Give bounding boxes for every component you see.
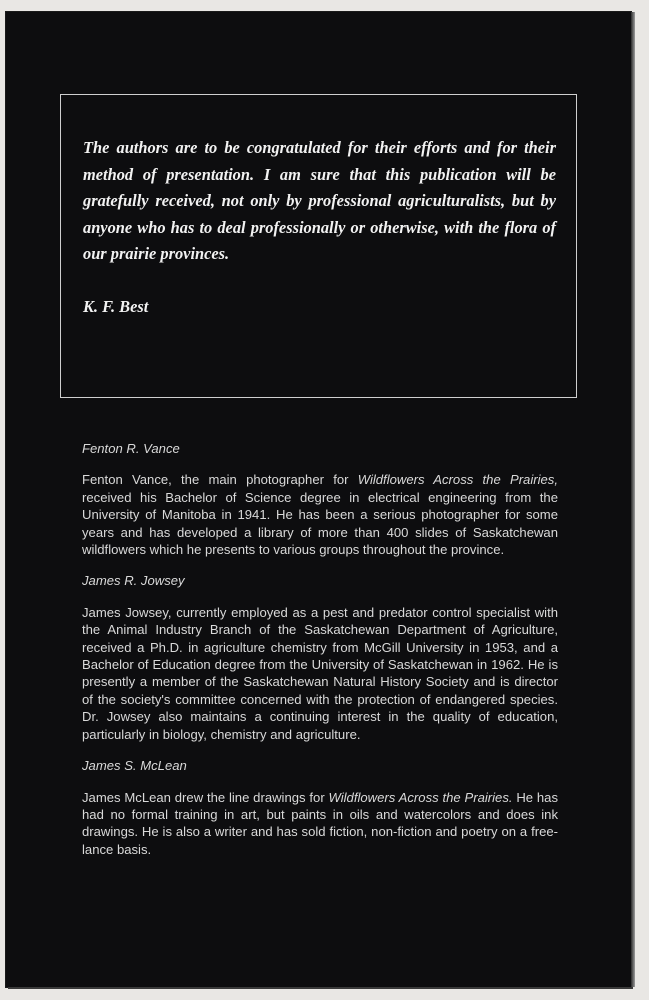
bio-name-mclean: James S. McLean	[82, 758, 187, 774]
bio-name-vance: Fenton R. Vance	[82, 441, 180, 456]
bio-text-part: received his Bachelor of Science degree in electrical engineering from the University of Manitoba in 1941. He has been a serious photographer for some years and has developed a library of more than 400 slides of Saskatchewan wildflowers which he presents to various groups throughout the province.	[82, 489, 558, 558]
endorsement-author: K. F. Best	[83, 296, 149, 316]
bio-text-jowsey: James Jowsey, currently employed as a pest and predator control specialist with the Animal Industry Branch of the Saskatchewan Department of Agriculture, received a Ph.D. in agriculture chemistry from McGill University in 1953, and a Bachelor of Education degree from the University of Saskatchewan in 1962. He is presently a member of the Saskatchewan Natural History Society and is director of the society's committee concerned with the protection of endangered species. Dr. Jowsey also maintains a continuing interest in the quality of education, particularly in biology, chemistry and agriculture.	[82, 604, 558, 742]
bio-text-part: Fenton Vance, the main photographer for	[82, 472, 358, 488]
bio-text-vance	[82, 471, 558, 558]
endorsement-quote: The authors are to be congratulated for their efforts and for their method of presentation. I am sure that this publication will be gratefully received, not only by professional agriculturalists, but by anyone who has to deal professionally or otherwise, with the flora of our prairie provinces.	[83, 138, 556, 264]
book-title: Wildflowers Across the Prairies,	[357, 472, 558, 488]
author-bios	[82, 440, 558, 872]
bio-name-jowsey: James R. Jowsey	[82, 573, 185, 589]
book-title: Wildflowers Across the Prairies.	[328, 789, 513, 805]
bio-text-part: He has had no formal training in art, but paints in oils and watercolors and does ink drawings. He is also a writer and has sold fiction, non-fiction and poetry on a free-lance basis.	[82, 789, 558, 857]
back-cover	[6, 12, 631, 987]
bio-text-part: James McLean drew the line drawings for	[82, 789, 329, 805]
cover-edge	[631, 12, 635, 987]
endorsement-box	[60, 94, 577, 398]
bio-text-mclean	[82, 789, 558, 859]
